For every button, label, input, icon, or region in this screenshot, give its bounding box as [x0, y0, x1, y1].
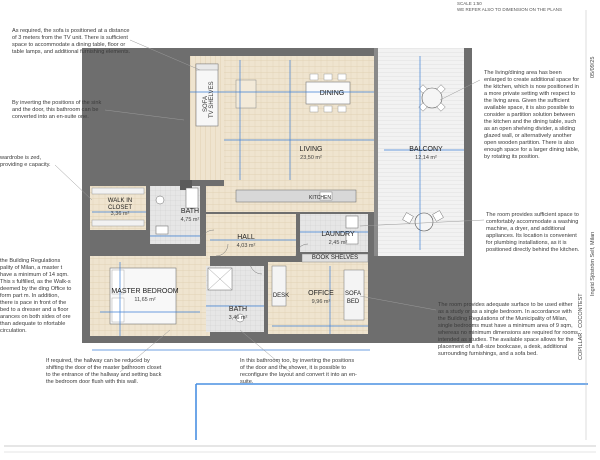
bath1-label: BATH [180, 208, 200, 215]
header-reference: WE REFER ALSO TO DIMENSION ON THE PLANS [457, 7, 563, 12]
note-bath-invert: In this bathroom too, by inverting the positions of the door and the shower, it is possible to reconfigure the layout and convert it into an en-suite. [240, 358, 357, 385]
room-sofabed [340, 290, 366, 306]
laundry-label: LAUNDRY [321, 231, 355, 238]
chair [338, 106, 346, 112]
chair [338, 74, 346, 80]
walkin-area: 3,36 m² [110, 211, 130, 217]
hall-label: HALL [237, 234, 255, 241]
note-office: The room provides adequate surface to be used either as a study or as a single bedroom. In accordance with the Building Regulations of the Municipality of Milan, single bedrooms must have a minimum area of 9 sqm, whereas no minimum dimensions are required for rooms intended as studies. The available space allows for the placement of a full-size bookcase, a desk, additional surrounding furnishings, and a sofa bed. [438, 302, 578, 357]
room-dining [314, 90, 350, 98]
dining-label: DINING [319, 90, 345, 97]
note-laundry: The room provides sufficient space to comfortably accommodate a washing machine, a dryer, and additional appliances. Its location is convenient for plumbing installations, as it is positioned directly behind the kitchen. [486, 212, 580, 253]
bookshelves-label: BOOK SHELVES [311, 255, 359, 261]
room-living [276, 146, 346, 162]
note-regulations: the Building Regulations pality of Milan, a master t have a minimum of 14 sqm. This s fulfilled, as the Walk-s deemed by the ding Office to form part m. In addition, there is pace in front of the bed to a dresser and a floor arances on both sides of ore than adequate to nfortable circulation. [0, 258, 72, 334]
bath1-sink [156, 226, 168, 234]
living-floor [224, 56, 374, 186]
note-wardrobe: wardrobe is zed, providing e capacity. [0, 155, 51, 168]
room-balcony [396, 146, 456, 162]
balcony-table-top [419, 85, 445, 111]
side-firm: COPILLAR · COCONTEST [578, 293, 584, 360]
room-master [108, 288, 182, 304]
office-area: 9,96 m² [311, 299, 331, 305]
bath2-area: 3,46 m² [228, 315, 248, 321]
bath1-toilet [156, 196, 164, 204]
tv-shelves-label: TV SHELVES [209, 81, 215, 118]
room-laundry [316, 231, 360, 247]
living-label: LIVING [299, 146, 323, 153]
closet-shelf [92, 188, 144, 194]
laundry-area: 2,45 m² [328, 240, 348, 246]
bath1-area: 4,75 m² [180, 217, 200, 223]
room-bath1 [170, 208, 210, 224]
room-bath2 [218, 306, 258, 322]
balcony-label: BALCONY [409, 146, 443, 153]
room-walkin [98, 198, 142, 218]
desk-label: DESK [272, 293, 290, 299]
room-bookshelves [300, 254, 370, 262]
chair [310, 74, 318, 80]
office-label: OFFICE [308, 290, 334, 297]
room-kitchen [300, 194, 340, 202]
chair [324, 74, 332, 80]
note-hallway: If required, the hallway can be reduced by shifting the door of the master bathroom closet to the entrance of the hallway and setting back the bedroom door flush with this wall. [46, 358, 162, 385]
balcony-area: 12,14 m² [415, 155, 437, 161]
living-area: 23,50 m² [300, 155, 322, 161]
chair [310, 106, 318, 112]
kitchen-label: KITCHEN [309, 195, 331, 201]
header-scale: SCALE 1:50 [457, 1, 482, 6]
room-hall [224, 234, 268, 250]
bath2-label: BATH [228, 306, 248, 313]
note-sofa: As required, the sofa is positioned at a distance of 3 meters from the TV unit. There is sufficient space to accommodate a dining table, floor or table lamps, and additional furnishing elements. [12, 28, 131, 55]
note-sink-door: By inverting the positions of the sink and the door, this bathroom can be converted into an en-suite one. [12, 100, 102, 120]
bath1-shower [186, 188, 198, 208]
sofabed-label: SOFA BED [344, 291, 361, 305]
sofa-arm [196, 64, 218, 70]
side-date: 05/09/25 [590, 56, 596, 78]
master-area: 11,65 m² [134, 297, 156, 303]
closet-shelf [92, 220, 144, 226]
coffee-table [236, 80, 256, 108]
sofa-label: SOFA [203, 95, 209, 112]
balcony-rail [374, 48, 378, 256]
chair [324, 106, 332, 112]
desk [272, 266, 286, 306]
master-label: MASTER BEDROOM [111, 288, 179, 295]
note-living: The living/dining area has been enlarged to create additional space for the kitchen, which is now positioned in a more private setting with respect to the living area. Given the sufficient available space, it is also possible to consider a partition solution between the kitchen and the dining table, such as an open shelving divider, a sliding glazed wall, or alternatively another open wooden partition. There is also enough space for a larger dining table, by rotating its position. [484, 70, 580, 160]
room-office [298, 290, 344, 306]
walkin-label: WALK IN CLOSET [107, 198, 133, 211]
washer [346, 216, 358, 228]
side-project: Ingrid Sjöström Self, Milan [590, 231, 596, 296]
room-desk [270, 292, 292, 300]
hall-area: 4,03 m² [236, 243, 256, 249]
